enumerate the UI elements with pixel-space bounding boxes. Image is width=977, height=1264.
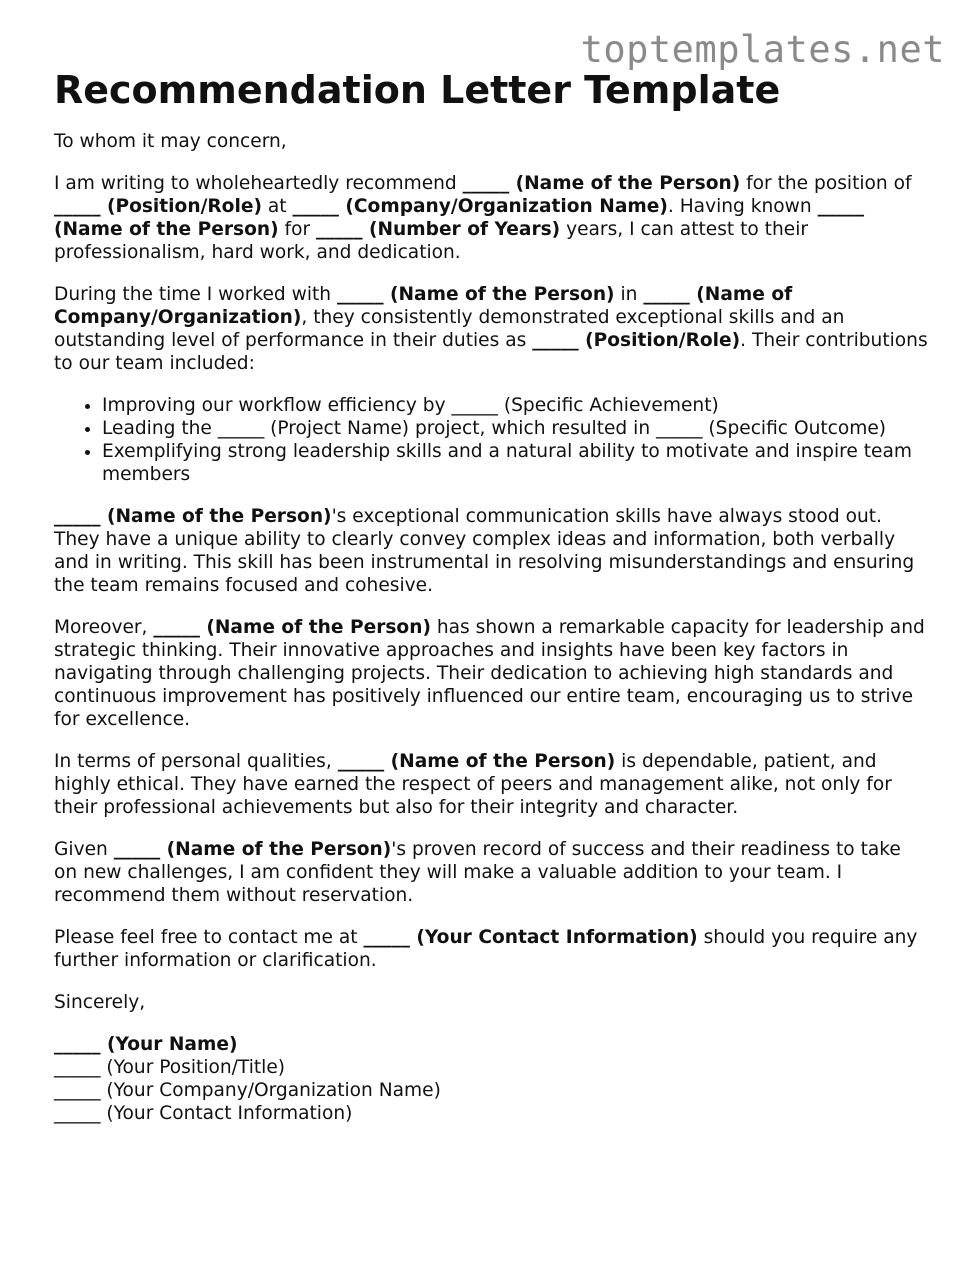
paragraph-leadership (54, 616, 929, 731)
signature-name: _____ (Your Name) (54, 1033, 238, 1055)
signature-contact: _____ (Your Contact Information) (54, 1102, 353, 1124)
blank-field: _____ (Name of the Person) (113, 838, 392, 860)
paragraph-intro (54, 172, 929, 264)
text: . Having known (667, 195, 818, 217)
text: In terms of personal qualities, (54, 750, 338, 772)
signature-company: _____ (Your Company/Organization Name) (54, 1079, 441, 1101)
signature-title: _____ (Your Position/Title) (54, 1056, 286, 1078)
contributions-list (54, 394, 929, 486)
text: Please feel free to contact me at (54, 926, 364, 948)
letter-document (54, 68, 929, 1125)
text: for (278, 218, 316, 240)
blank-field: _____ (Number of Years) (316, 218, 561, 240)
text: Given (54, 838, 114, 860)
text: for the position of (740, 172, 912, 194)
blank-field: _____ (Position/Role) (532, 329, 741, 351)
document-title: Recommendation Letter Template (54, 68, 781, 112)
text: I am writing to wholeheartedly recommend (54, 172, 463, 194)
watermark-text: toptemplates.net (580, 28, 945, 71)
text: During the time I worked with (54, 283, 337, 305)
blank-field: _____ (Name of the Person) (54, 195, 865, 240)
paragraph-communication (54, 505, 929, 597)
closing: Sincerely, (54, 991, 146, 1013)
text: should you require any further information or clarification. (54, 926, 918, 971)
text: . Their contributions to our team included: (54, 329, 928, 374)
text: , they consistently demonstrated exceptional skills and an outstanding level of performance in their duties as (54, 306, 845, 351)
text: 's exceptional communication skills have always stood out. They have a unique ability to clearly convey complex ideas and information, both verbally and in writing. This skill has been instrumental in resolving misunderstandings and ensuring the team remains focused and cohesive. (54, 505, 915, 596)
blank-field: _____ (Name of the Person) (462, 172, 741, 194)
text: is dependable, patient, and highly ethical. They have earned the respect of peers and management alike, not only for their professional achievements but also for their integrity and character. (54, 750, 892, 818)
text: has shown a remarkable capacity for leadership and strategic thinking. Their innovative approaches and insights have been key factors in navigating through challenging projects. Their dedication to achieving high standards and continuous improvement has positively influenced our entire team, encouraging us to strive for excellence. (54, 616, 925, 730)
list-item: • Improving our workflow efficiency by _____ (Specific Achievement) (102, 394, 929, 417)
text: in (614, 283, 644, 305)
text: years, I can attest to their professionalism, hard work, and dedication. (54, 218, 808, 263)
blank-field: _____ (Your Contact Information) (363, 926, 698, 948)
text: Moreover, (54, 616, 154, 638)
paragraph-personal-qualities (54, 750, 929, 819)
text: 's proven record of success and their readiness to take on new challenges, I am confident they will make a valuable addition to your team. I recommend them without reservation. (54, 838, 901, 906)
list-item: • Leading the _____ (Project Name) project, which resulted in _____ (Specific Outcome) (102, 417, 929, 440)
blank-field: _____ (Company/Organization Name) (292, 195, 668, 217)
paragraph-conclusion (54, 838, 929, 907)
paragraph-contact (54, 926, 929, 972)
blank-field: _____ (Name of the Person) (337, 283, 615, 305)
blank-field: _____ (Name of the Person) (54, 505, 332, 527)
list-item: • Exemplifying strong leadership skills and a natural ability to motivate and inspire team members (102, 440, 929, 486)
blank-field: _____ (Name of the Person) (337, 750, 616, 772)
paragraph-experience (54, 283, 929, 375)
salutation: To whom it may concern, (54, 130, 287, 152)
signature-block (54, 1033, 929, 1125)
text: at (261, 195, 293, 217)
blank-field: _____ (Position/Role) (54, 195, 262, 217)
blank-field: _____ (Name of the Person) (153, 616, 431, 638)
blank-field: _____ (Name of Company/Organization) (54, 283, 793, 328)
